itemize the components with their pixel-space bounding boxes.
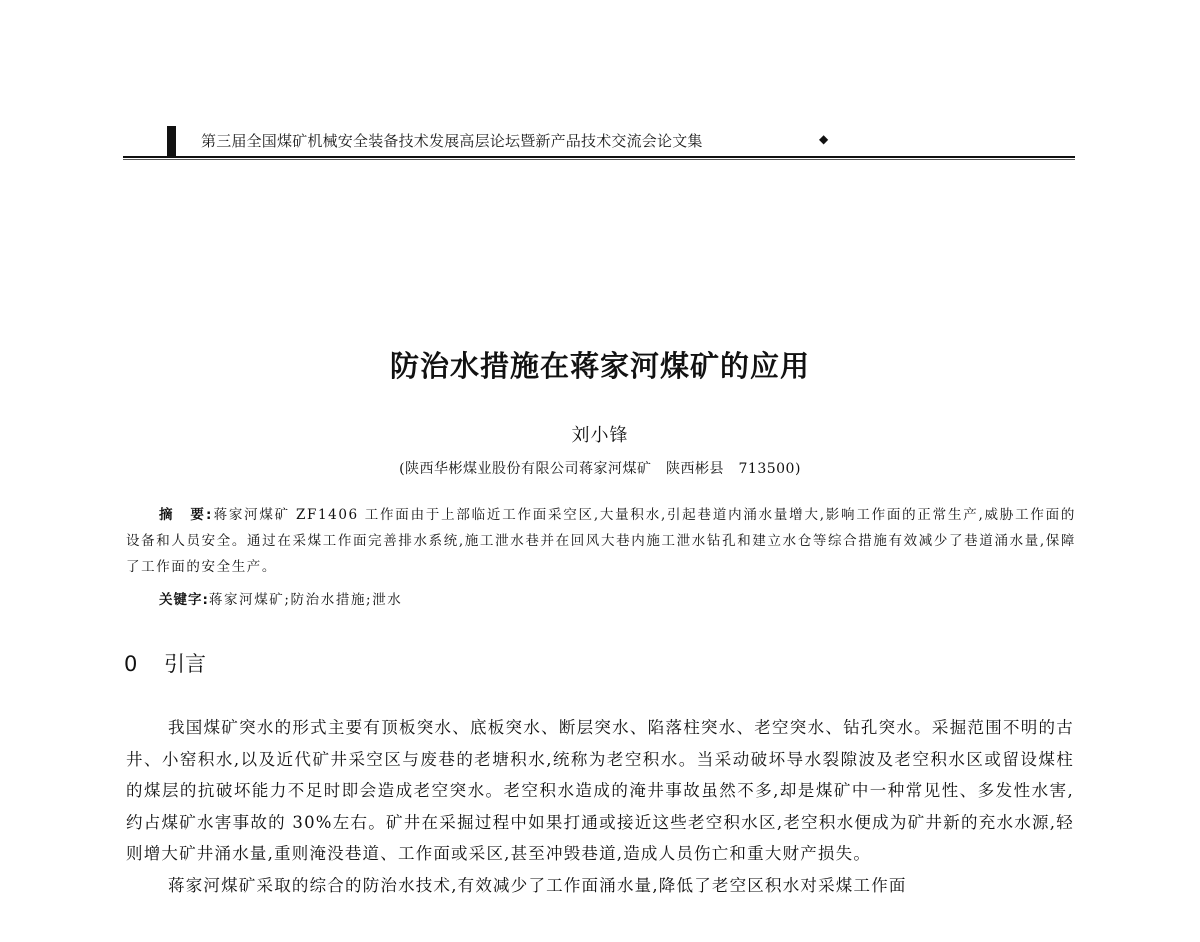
keywords-label: 关键字: bbox=[159, 592, 209, 608]
keywords bbox=[159, 588, 402, 608]
running-header bbox=[123, 126, 1075, 160]
paragraph: 蒋家河煤矿采取的综合的防治水技术,有效减少了工作面涌水量,降低了老空区积水对采煤工作面 bbox=[168, 875, 907, 895]
keywords-text: 蒋家河煤矿;防治水措施;泄水 bbox=[208, 592, 403, 608]
section-title: 引言 bbox=[164, 652, 206, 676]
section-number: 0 bbox=[124, 652, 138, 676]
paragraph: 我国煤矿突水的形式主要有顶板突水、底板突水、断层突水、陷落柱突水、老空突水、钻孔突水。采掘范围不明的古井、小窑积水,以及近代矿井采空区与废巷的老塘积水,统称为老空积水。当采动破坏导水裂隙波及老空积水区或留设煤柱的煤层的抗破坏能力不足时即会造成老空突水。老空积水造成的淹井事故虽然不多,却是煤矿中一种常见性、多发性水害,约占煤矿水害事故的 30%左右。矿井在采掘过程中如果打通或接近这些老空积水区,老空积水便成为矿井新的充水水源,轻则增大矿井涌水量,重则淹没巷道、工作面或采区,甚至冲毁巷道,造成人员伤亡和重大财产损失。 bbox=[126, 718, 1074, 863]
diamond-icon: ◆ bbox=[819, 132, 829, 146]
running-title: 第三届全国煤矿机械安全装备技术发展高层论坛暨新产品技术交流会论文集 bbox=[201, 132, 703, 150]
author-affiliation: (陕西华彬煤业股份有限公司蒋家河煤矿 陕西彬县 713500) bbox=[399, 461, 801, 477]
header-bar-mark bbox=[167, 126, 176, 156]
abstract-label: 摘 要: bbox=[159, 507, 214, 523]
header-rule-thin bbox=[123, 159, 1075, 160]
author-name: 刘小锋 bbox=[571, 425, 629, 446]
section-heading bbox=[124, 648, 206, 678]
body-text bbox=[126, 712, 1074, 901]
header-rule bbox=[123, 156, 1075, 158]
abstract bbox=[126, 502, 1076, 580]
abstract-text: 蒋家河煤矿 ZF1406 工作面由于上部临近工作面采空区,大量积水,引起巷道内涌水量增大,影响工作面的正常生产,威胁工作面的设备和人员安全。通过在采煤工作面完善排水系统,施工泄水巷并在回风大巷内施工泄水钻孔和建立水仓等综合措施有效减少了巷道涌水量,保障了工作面的安全生产。 bbox=[126, 507, 1076, 575]
paper-title: 防治水措施在蒋家河煤矿的应用 bbox=[389, 349, 810, 383]
